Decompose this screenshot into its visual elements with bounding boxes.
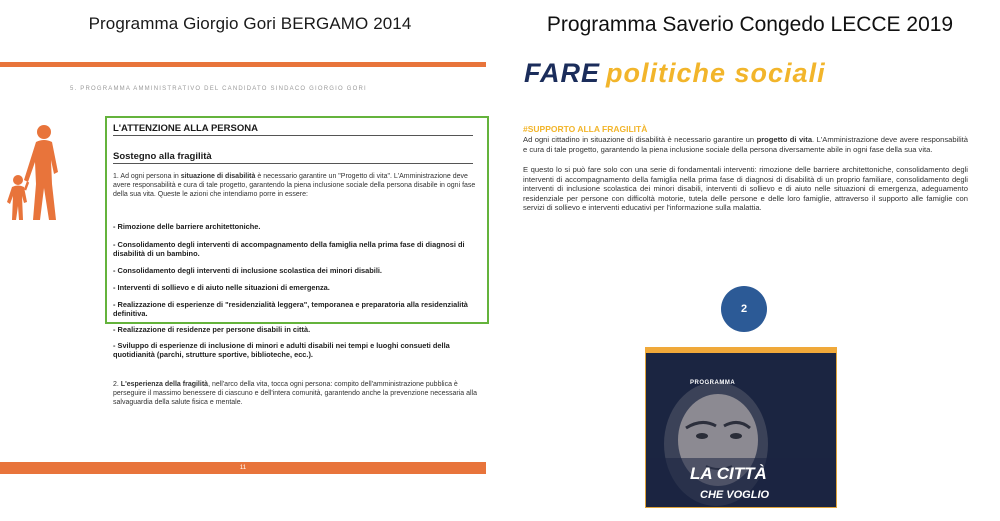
cover-subline: CHE VOGLIO xyxy=(700,489,770,501)
para2-text-c: , nell'arco della vita, tocca ogni persona: compito dell'amministrazione pubblica è perseguire il massimo benessere di ciascuno e dell'intera comunità, garantendo anche la prevenzione necessaria alla salvaguardia della salute fisica e mentale. xyxy=(113,381,477,406)
cover-headline: LA CITTÀ xyxy=(690,464,767,483)
para2-bold: L'esperienza della fragilità xyxy=(120,381,209,388)
r-para1-text-a: Ad ogni cittadino in situazione di disabilità è necessario garantire un xyxy=(523,135,757,144)
left-section-title: L'ATTENZIONE ALLA PERSONA xyxy=(113,123,473,136)
left-paragraph-1 xyxy=(113,172,483,199)
left-list-item: - Consolidamento degli interventi di inclusione scolastica dei minori disabili. xyxy=(113,266,382,275)
left-top-orange-bar xyxy=(0,62,486,67)
left-list-item: - Realizzazione di residenze per persone disabili in città. xyxy=(113,325,311,334)
para2-text-a: 2. xyxy=(113,381,121,388)
politiche-sociali-word: politiche sociali xyxy=(606,58,826,88)
para1-text-a: 1. Ad ogni persona in xyxy=(113,173,181,180)
family-silhouette-icon xyxy=(4,122,70,222)
right-document-title: Programma Saverio Congedo LECCE 2019 xyxy=(546,13,954,36)
fare-politiche-sociali-heading xyxy=(524,58,826,89)
fare-word: FARE xyxy=(524,58,601,88)
left-list-item: - Realizzazione di esperienze di "residenzialità leggera", temporanea e preparatoria alla residenzialità definitiva. xyxy=(113,300,468,319)
left-list-item: - Consolidamento degli interventi di accompagnamento della famiglia nella prima fase di diagnosi di disabilità di un bambino. xyxy=(113,240,465,259)
programme-cover-image xyxy=(645,347,837,508)
right-section-title: #SUPPORTO ALLA FRAGILITÀ xyxy=(523,124,648,134)
left-list-item: - Sviluppo di esperienze di inclusione di minori e adulti disabili nei tempi e luoghi consueti della quotidianità (parchi, strutture sportive, biblioteche, ecc.). xyxy=(113,341,450,360)
para1-bold: situazione di disabilità xyxy=(180,173,256,180)
left-sub-title: Sostegno alla fragilità xyxy=(113,151,473,164)
left-list-item: - Interventi di sollievo e di aiuto nelle situazioni di emergenza. xyxy=(113,283,330,292)
r-para1-bold: progetto di vita xyxy=(756,135,813,144)
left-page-number: 11 xyxy=(239,465,247,471)
left-running-header: 5. PROGRAMMA AMMINISTRATIVO DEL CANDIDATO SINDACO GIORGIO GORI xyxy=(70,86,367,92)
right-page-number-badge: 2 xyxy=(721,286,767,332)
highlight-box xyxy=(105,116,489,324)
cover-label: PROGRAMMA xyxy=(690,380,736,386)
cover-portrait-icon xyxy=(646,348,837,508)
cover-top-frame xyxy=(645,347,837,353)
right-paragraph-2: E questo lo si può fare solo con una serie di fondamentali interventi: rimozione delle barriere architettoniche, consolidamento degli interventi di accompagnamento della famiglia nella prima fase di diagnosi di disabilità di un proprio familiare, consolidamento degli interventi di inclusione scolastica dei minori disabili, interventi di sollievo e di aiuto nelle situazioni di emergenza, adeguamento residenziale per persone con difficoltà motorie, tutela delle persone e delle loro famiglie, attraverso il supporto alle famiglie con servizi di sollievo e interventi educativi per l'informazione sulla malattia. xyxy=(523,165,968,213)
r-para1-text-c: . L'Amministrazione deve avere responsabilità e cura di tale progetto, garantendo la piena inclusione sociale della persona diversamente abile in ogni fase della sua vita. xyxy=(523,135,968,154)
left-paragraph-2 xyxy=(113,380,483,407)
left-list-item: - Rimozione delle barriere architettoniche. xyxy=(113,222,261,231)
left-document-title: Programma Giorgio Gori BERGAMO 2014 xyxy=(88,14,412,33)
right-paragraph-1 xyxy=(523,135,968,154)
para1-text-c: è necessario garantire un "Progetto di vita". L'Amministrazione deve avere responsabilità e cura di tale progetto, garantendo la piena inclusione sociale della persona disabile in ogni fase della sua vita. Queste le azioni che intendiamo porre in essere: xyxy=(113,173,476,198)
